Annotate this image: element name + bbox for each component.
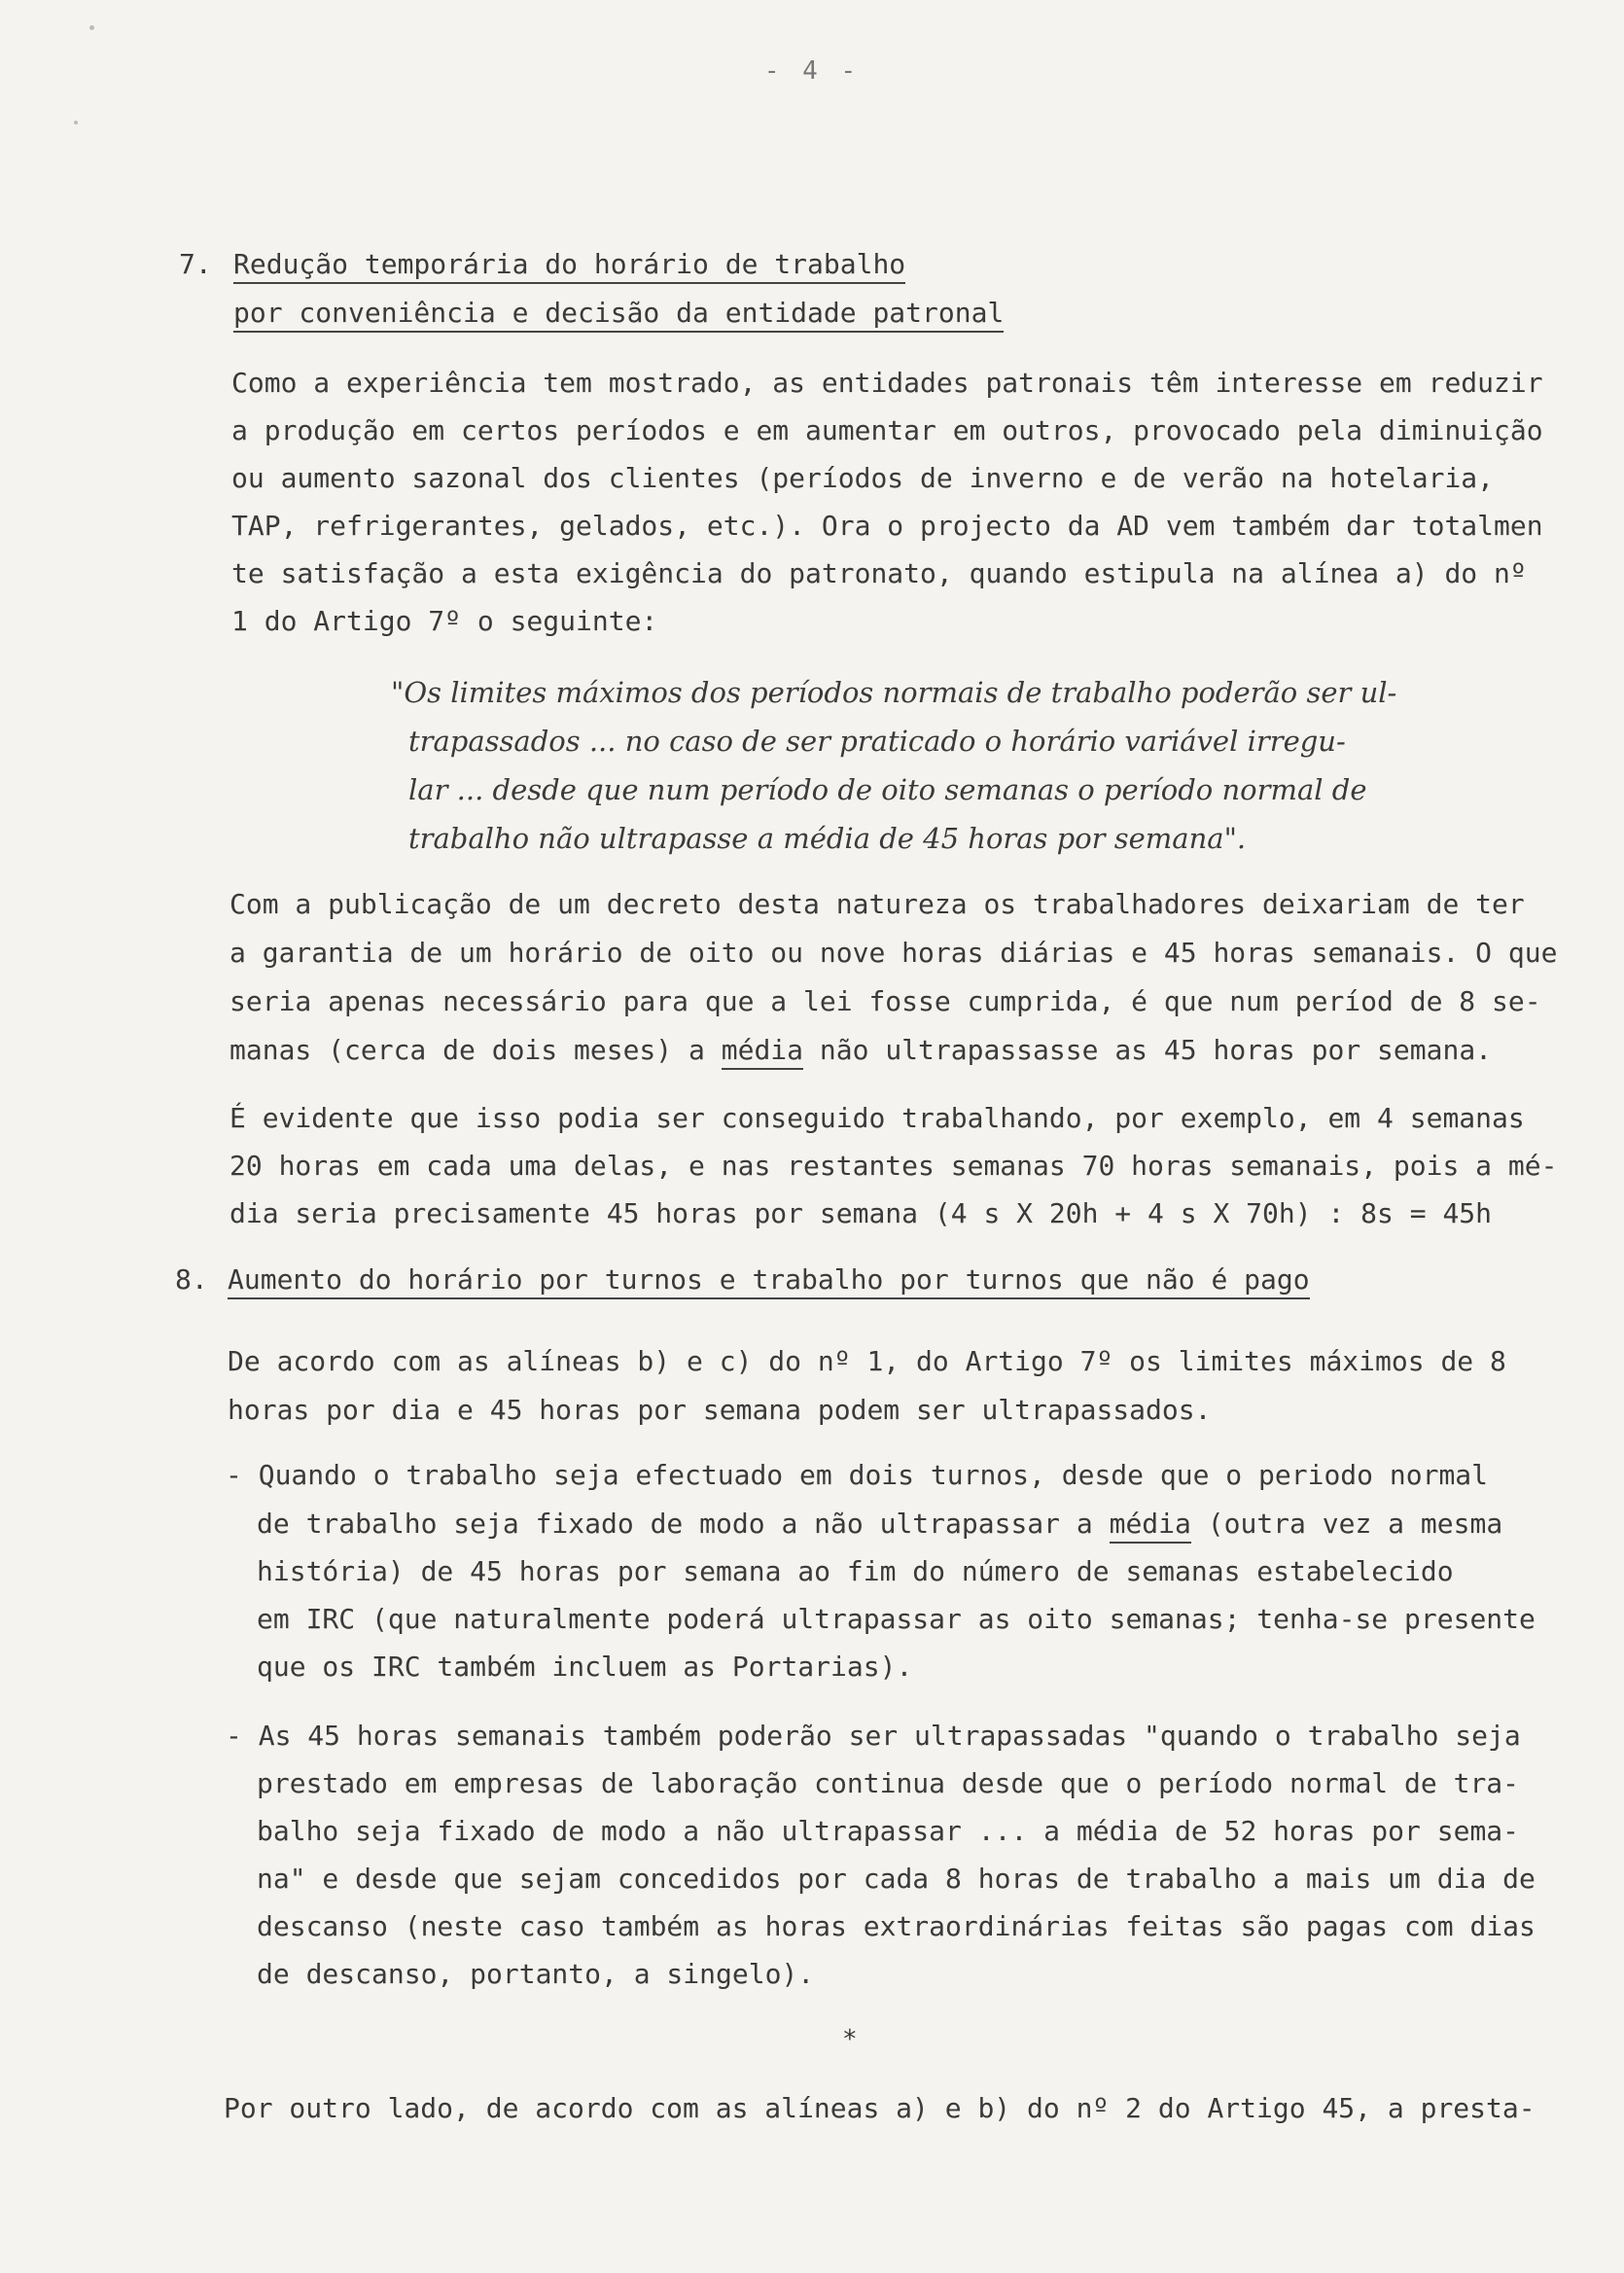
paragraph-line: manas (cerca de dois meses) a média não ultrapassasse as 45 horas por semana. <box>229 1031 1492 1070</box>
paragraph-line: seria apenas necessário para que a lei fosse cumprida, é que num períod de 8 se- <box>229 985 1541 1017</box>
section-8-heading: Aumento do horário por turnos e trabalho por turnos que não é pago <box>228 1261 1310 1299</box>
section-8-number: 8. <box>175 1263 208 1296</box>
section-7-heading-line-2: por conveniência e decisão da entidade patronal <box>233 294 1004 333</box>
bullet-line: prestado em empresas de laboração continua desde que o período normal de tra- <box>257 1767 1520 1799</box>
scan-speck <box>89 25 94 30</box>
bullet-line: na" e desde que sejam concedidos por cada 8 horas de trabalho a mais um dia de <box>257 1863 1536 1895</box>
underlined-word: média <box>722 1034 803 1070</box>
paragraph-line: horas por dia e 45 horas por semana podem ser ultrapassados. <box>228 1394 1212 1426</box>
bullet-line: balho seja fixado de modo a não ultrapassar ... a média de 52 horas por sema- <box>257 1815 1520 1847</box>
section-7-number: 7. <box>179 248 212 280</box>
bullet-line: - As 45 horas semanais também poderão ser ultrapassadas "quando o trabalho seja <box>226 1720 1521 1752</box>
paragraph-line: ou aumento sazonal dos clientes (períodos de inverno e de verão na hotelaria, <box>231 462 1495 494</box>
paragraph-line: É evidente que isso podia ser conseguido trabalhando, por exemplo, em 4 semanas <box>229 1102 1525 1134</box>
quote-line: trabalho não ultrapasse a média de 45 horas por semana". <box>408 822 1247 855</box>
paragraph-line: Com a publicação de um decreto desta natureza os trabalhadores deixariam de ter <box>229 888 1525 920</box>
bullet-line: história) de 45 horas por semana ao fim do número de semanas estabelecido <box>257 1555 1454 1587</box>
quote-line: lar ... desde que num período de oito semanas o período normal de <box>408 773 1367 806</box>
paragraph-line: a produção em certos períodos e em aumentar em outros, provocado pela diminuição <box>231 414 1543 446</box>
bullet-line: - Quando o trabalho seja efectuado em dois turnos, desde que o periodo normal <box>226 1459 1489 1491</box>
paragraph-line: Como a experiência tem mostrado, as entidades patronais têm interesse em reduzir <box>231 367 1543 399</box>
bullet-line: descanso (neste caso também as horas extraordinárias feitas são pagas com dias <box>257 1910 1536 1942</box>
paragraph-line: Por outro lado, de acordo com as alíneas a) e b) do nº 2 do Artigo 45, a presta- <box>224 2092 1536 2124</box>
scan-speck <box>74 121 78 124</box>
separator-asterisk: * <box>842 2025 858 2054</box>
quote-line: trapassados ... no caso de ser praticado o horário variável irregu- <box>408 725 1346 758</box>
paragraph-line: 1 do Artigo 7º o seguinte: <box>231 605 658 637</box>
bullet-line: que os IRC também incluem as Portarias). <box>257 1651 913 1683</box>
bullet-line: de trabalho seja fixado de modo a não ultrapassar a média (outra vez a mesma <box>257 1505 1502 1544</box>
quote-line: "Os limites máximos dos períodos normais de trabalho poderão ser ul- <box>391 676 1397 709</box>
paragraph-line: te satisfação a esta exigência do patronato, quando estipula na alínea a) do nº <box>231 557 1527 589</box>
paragraph-line: a garantia de um horário de oito ou nove horas diárias e 45 horas semanais. O que <box>229 937 1558 969</box>
paragraph-line: dia seria precisamente 45 horas por semana (4 s X 20h + 4 s X 70h) : 8s = 45h <box>229 1197 1493 1229</box>
page-number: - 4 - <box>763 56 861 86</box>
paragraph-line: 20 horas em cada uma delas, e nas restantes semanas 70 horas semanais, pois a mé- <box>229 1150 1558 1182</box>
paragraph-line: TAP, refrigerantes, gelados, etc.). Ora o projecto da AD vem também dar totalmen <box>231 510 1543 542</box>
paragraph-line: De acordo com as alíneas b) e c) do nº 1, do Artigo 7º os limites máximos de 8 <box>228 1345 1506 1377</box>
bullet-line: de descanso, portanto, a singelo). <box>257 1958 815 1990</box>
section-7-heading-line-1: Redução temporária do horário de trabalho <box>233 245 905 284</box>
bullet-line: em IRC (que naturalmente poderá ultrapassar as oito semanas; tenha-se presente <box>257 1603 1536 1635</box>
underlined-word: média <box>1110 1508 1191 1544</box>
